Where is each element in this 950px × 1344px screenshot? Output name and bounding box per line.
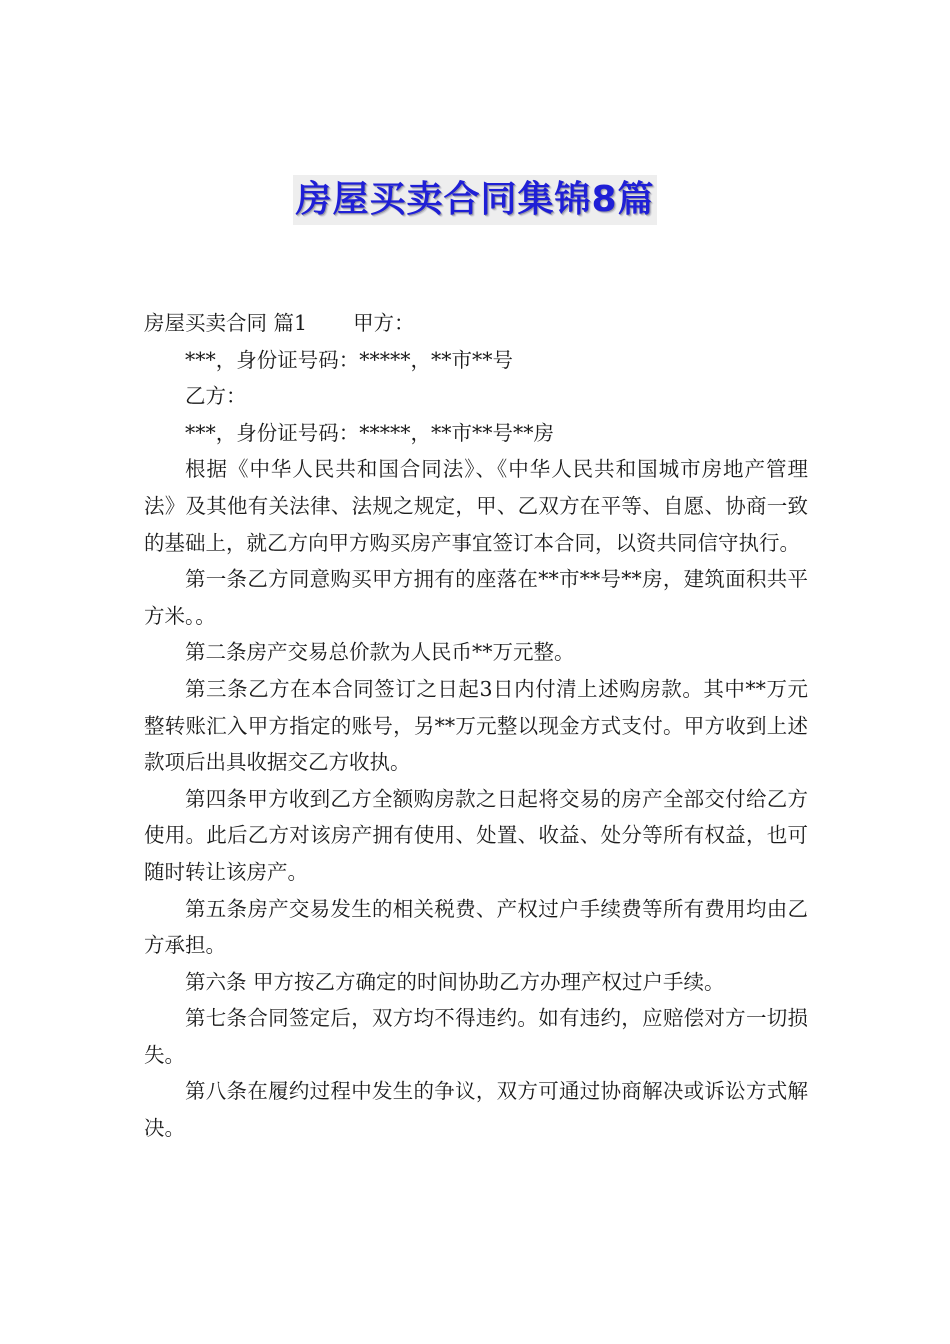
article-3: 第三条乙方在本合同签订之日起3日内付清上述购房款。其中**万元整转账汇入甲方指定的账号，另**万元整以现金方式支付。甲方收到上述款项后出具收据交乙方收执。	[144, 676, 808, 775]
article-6: 第六条 甲方按乙方确定的时间协助乙方办理产权过户手续。	[185, 969, 725, 994]
party-b-info: ***，身份证号码：*****，**市**号**房	[185, 420, 554, 445]
party-b-label: 乙方：	[185, 384, 247, 409]
party-a-info: ***，身份证号码：*****，**市**号	[185, 347, 513, 372]
article-1: 第一条乙方同意购买甲方拥有的座落在**市**号**房，建筑面积共平方米。。	[144, 567, 808, 628]
party-a-label: 甲方：	[353, 311, 415, 335]
article-7: 第七条合同签定后，双方均不得违约。如有违约，应赔偿对方一切损失。	[144, 1006, 808, 1067]
document-body	[144, 305, 808, 1147]
article-4: 第四条甲方收到乙方全额购房款之日起将交易的房产全部交付给乙方使用。此后乙方对该房产拥有使用、处置、收益、处分等所有权益，也可随时转让该房产。	[144, 786, 808, 884]
preamble-paragraph: 根据《中华人民共和国合同法》、《中华人民共和国城市房地产管理法》及其他有关法律、法规之规定，甲、乙双方在平等、自愿、协商一致的基础上，就乙方向甲方购买房产事宜签订本合同，以资共同信守执行。	[144, 457, 808, 555]
article-8: 第八条在履约过程中发生的争议，双方可通过协商解决或诉讼方式解决。	[144, 1079, 808, 1141]
article-2: 第二条房产交易总价款为人民币**万元整。	[185, 640, 575, 665]
title-container	[0, 175, 950, 225]
section-heading-line	[144, 305, 808, 342]
document-title: 房屋买卖合同集锦8篇	[293, 175, 656, 225]
article-5: 第五条房产交易发生的相关税费、产权过户手续费等所有费用均由乙方承担。	[144, 896, 808, 958]
section-heading: 房屋买卖合同 篇1	[144, 311, 308, 335]
